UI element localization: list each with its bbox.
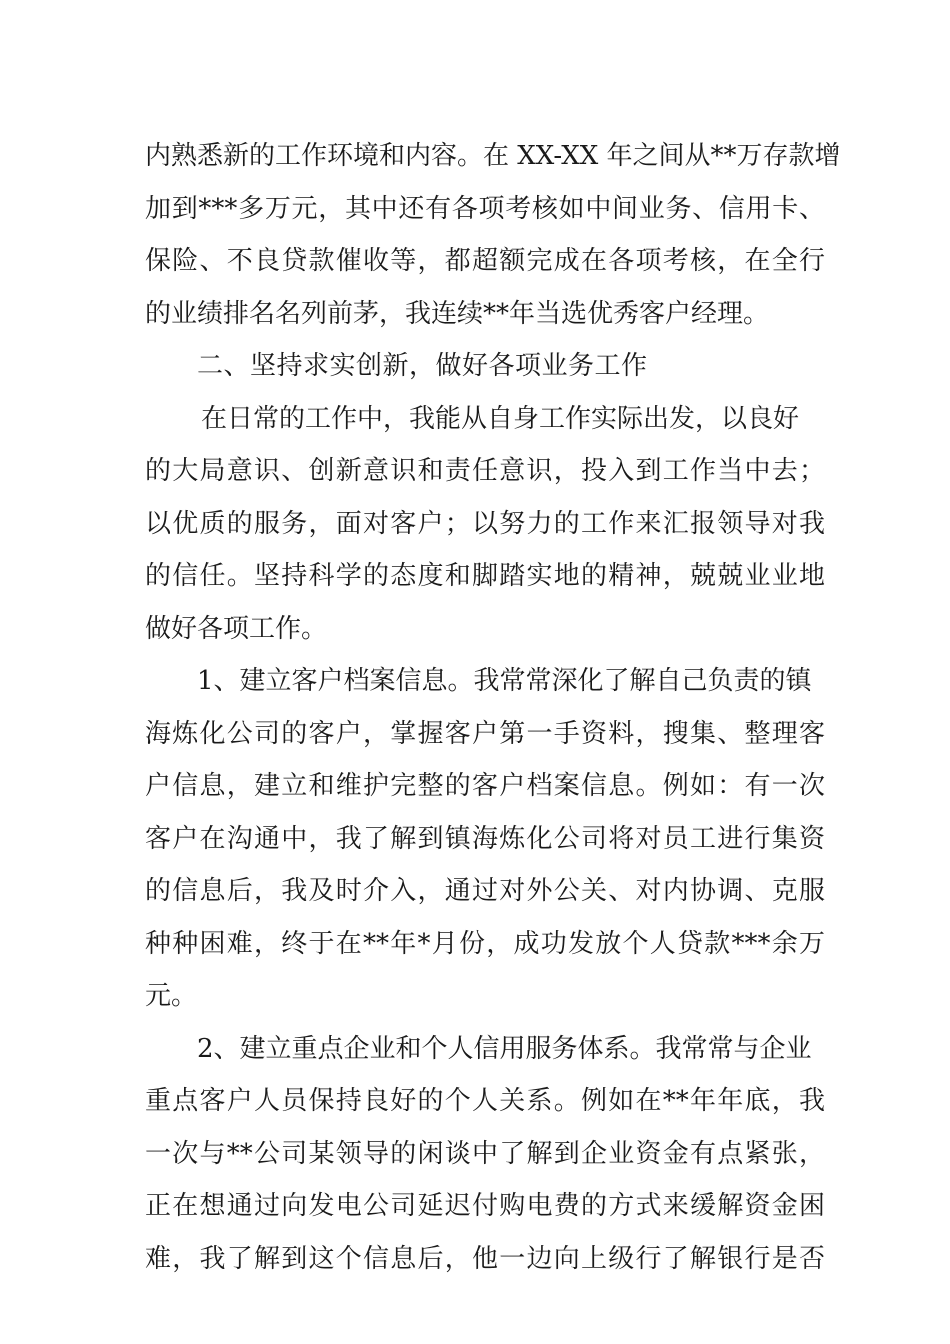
paragraph-line: 1、建立客户档案信息。我常常深化了解自己负责的镇 <box>197 666 812 696</box>
paragraph-line: 加到***多万元，其中还有各项考核如中间业务、信用卡、 <box>145 193 825 224</box>
document-body <box>145 130 841 1285</box>
paragraph-line: 种种困难，终于在**年*月份，成功发放个人贷款***余万 <box>145 928 825 959</box>
paragraph-line: 重点客户人员保持良好的个人关系。例如在**年年底，我 <box>145 1086 825 1116</box>
paragraph-line: 以优质的服务，面对客户；以努力的工作来汇报领导对我 <box>145 508 825 539</box>
section-heading: 二、坚持求实创新，做好各项业务工作 <box>197 351 648 381</box>
paragraph-line: 海炼化公司的客户，掌握客户第一手资料，搜集、整理客 <box>145 718 825 749</box>
paragraph-line: 元。 <box>145 981 198 1011</box>
paragraph-line: 难，我了解到这个信息后，他一边向上级行了解银行是否 <box>145 1243 825 1274</box>
paragraph-line: 户信息，建立和维护完整的客户档案信息。例如：有一次 <box>145 771 825 801</box>
paragraph-line: 一次与**公司某领导的闲谈中了解到企业资金有点紧张， <box>145 1138 825 1169</box>
paragraph-line: 的信息后，我及时介入，通过对外公关、对内协调、克服 <box>145 876 825 906</box>
paragraph-line: 的大局意识、创新意识和责任意识，投入到工作当中去； <box>145 456 825 486</box>
paragraph-line: 2、建立重点企业和个人信用服务体系。我常常与企业 <box>197 1033 812 1064</box>
paragraph-line: 的信任。坚持科学的态度和脚踏实地的精神，兢兢业业地 <box>145 561 825 591</box>
paragraph-line: 内熟悉新的工作环境和内容。在 XX-XX 年之间从**万存款增 <box>145 141 841 171</box>
paragraph-line: 的业绩排名名列前茅，我连续**年当选优秀客户经理。 <box>145 298 770 329</box>
paragraph-line: 在日常的工作中，我能从自身工作实际出发，以良好 <box>201 403 800 434</box>
paragraph-line: 保险、不良贷款催收等，都超额完成在各项考核，在全行 <box>145 246 825 276</box>
paragraph-line: 正在想通过向发电公司延迟付购电费的方式来缓解资金困 <box>145 1191 825 1221</box>
paragraph-line: 做好各项工作。 <box>145 613 328 644</box>
paragraph-line: 客户在沟通中，我了解到镇海炼化公司将对员工进行集资 <box>145 823 825 854</box>
